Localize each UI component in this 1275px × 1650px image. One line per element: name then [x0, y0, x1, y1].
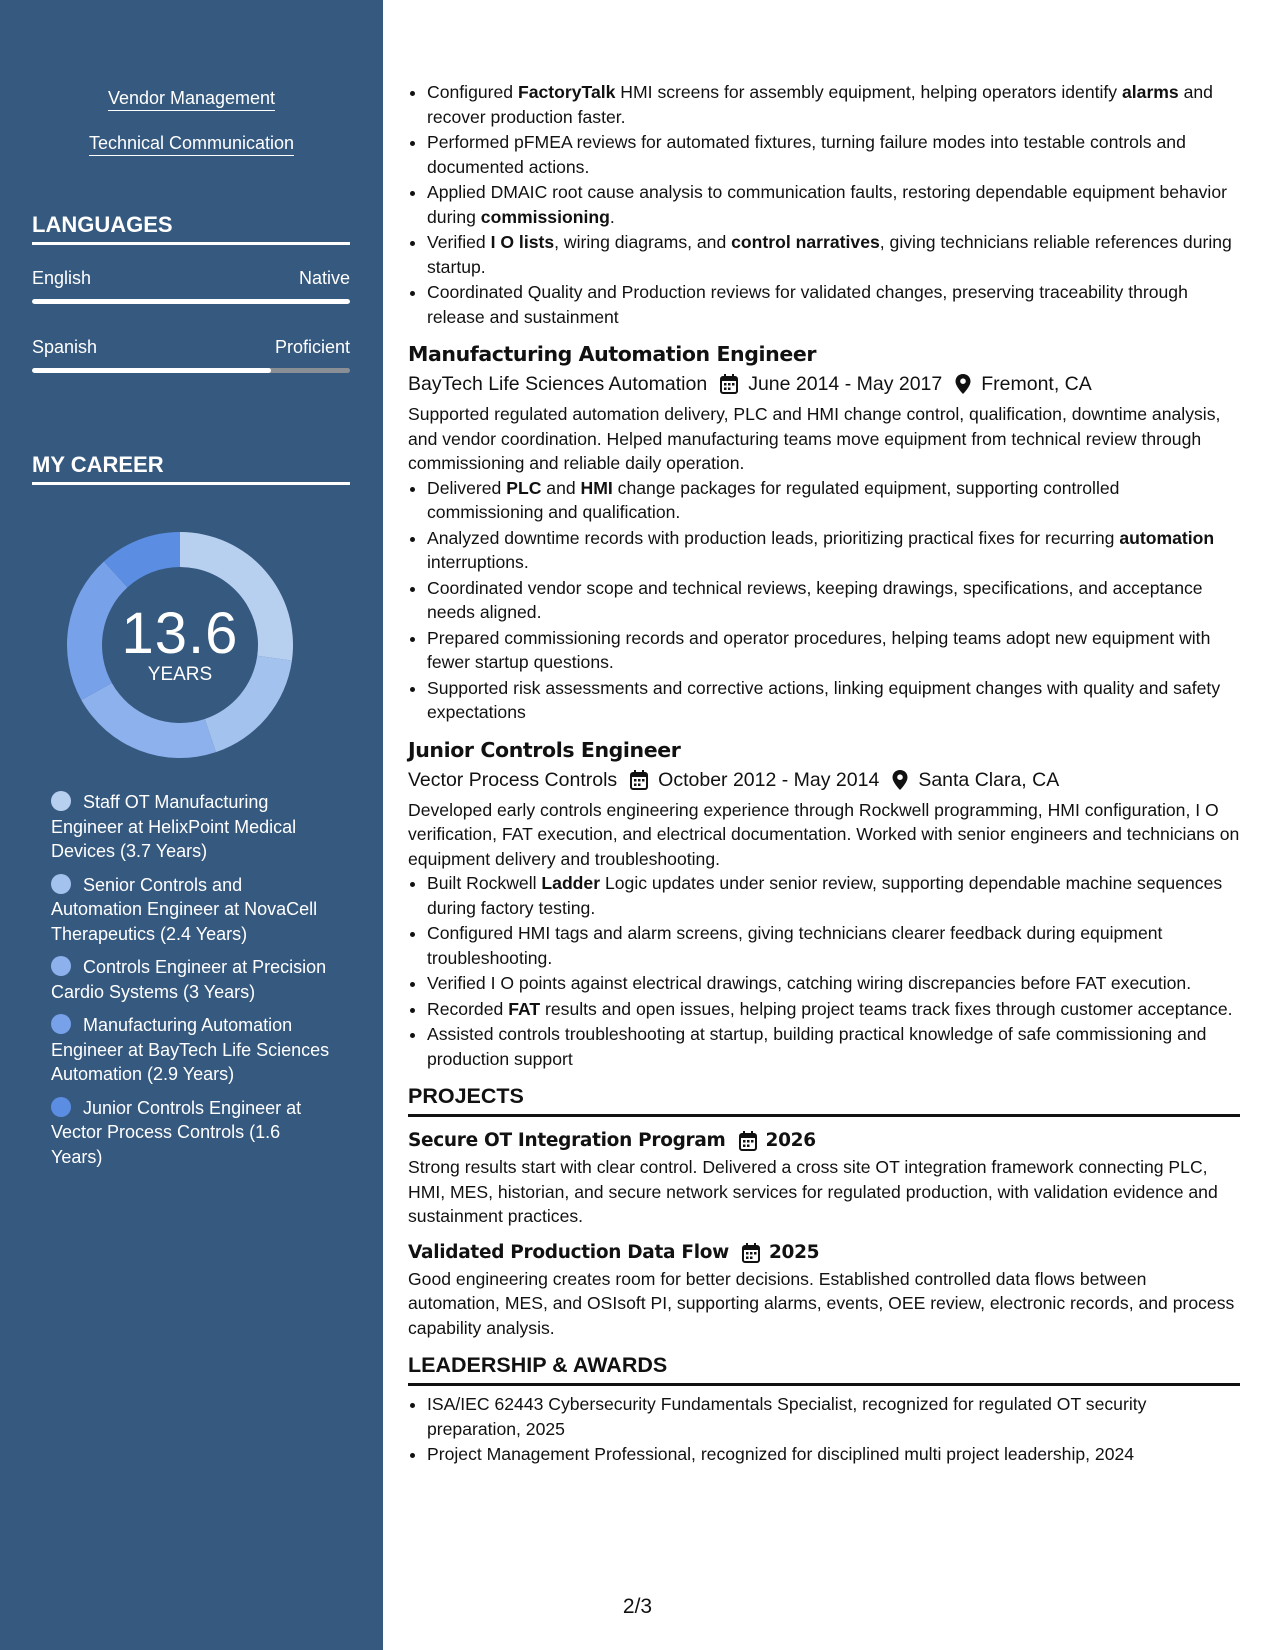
language-row — [32, 337, 350, 358]
career-text: Manufacturing Automation Engineer at BayTech Life Sciences Automation (2.9 Years) — [51, 1015, 330, 1084]
career-text: Controls Engineer at Precision Cardio Systems (3 Years) — [51, 957, 327, 1002]
calendar-icon — [738, 1130, 758, 1152]
career-item — [51, 955, 336, 1004]
language-row — [32, 268, 350, 289]
job-location: Fremont, CA — [981, 373, 1092, 395]
bullet-item: • Coordinated vendor scope and technical reviews, keeping drawings, specifications, and acceptance needs aligned. — [427, 576, 1240, 625]
bullet-item: • Configured HMI tags and alarm screens, giving technicians clearer feedback during equipment troubleshooting. — [427, 921, 1240, 970]
calendar-icon — [741, 1242, 761, 1264]
experience-list — [408, 339, 1240, 1071]
job-location: Santa Clara, CA — [918, 768, 1060, 791]
job-dates: June 2014 - May 2017 — [748, 373, 943, 395]
language-name: Spanish — [32, 337, 98, 357]
skill-item — [0, 133, 383, 154]
career-text: Senior Controls and Automation Engineer at NovaCell Therapeutics (2.4 Years) — [51, 874, 318, 944]
total-years-value: 13.6 — [121, 601, 239, 666]
career-dot — [51, 874, 71, 894]
language-bar-fill — [32, 368, 271, 373]
language-bar — [32, 299, 350, 304]
project-title — [408, 1127, 1240, 1155]
job-summary: Supported regulated automation delivery, PLC and HMI change control, qualification, downtime analysis, and vendor coordination. Helped manufacturing teams move equipment from technical review through commissioning and reliable daily operation. — [408, 404, 1221, 473]
project-title — [408, 1239, 1240, 1267]
project-year: 2025 — [768, 1241, 820, 1263]
career-dot — [51, 1014, 71, 1034]
bullet-item: • Applied DMAIC root cause analysis to communication faults, restoring dependable equipment behavior during commissioning. — [427, 180, 1240, 229]
awards-list — [408, 1392, 1240, 1467]
bullet-item: • Verified I O lists, wiring diagrams, and control narratives, giving technicians reliable references during startup. — [427, 230, 1240, 279]
sidebar — [0, 0, 383, 1650]
job-meta — [408, 765, 1240, 795]
career-legend — [51, 790, 336, 1178]
career-dot — [51, 956, 71, 976]
bullet-item: • Coordinated Quality and Production reviews for validated changes, preserving traceability through release and sustainment — [427, 280, 1240, 329]
job-dates: October 2012 - May 2014 — [658, 768, 880, 791]
career-item — [51, 790, 336, 864]
bullet-item: • Recorded FAT results and open issues, helping project teams track fixes through customer acceptance. — [427, 997, 1240, 1022]
project-year: 2026 — [765, 1130, 816, 1151]
calendar-icon — [629, 769, 649, 791]
bullet-item: • Analyzed downtime records with production leads, prioritizing practical fixes for recurring automation interruptions. — [427, 526, 1240, 575]
job-title: Manufacturing Automation Engineer — [408, 342, 817, 366]
career-text: Junior Controls Engineer at Vector Process Controls (1.6 Years) — [51, 1097, 302, 1167]
languages-heading: LANGUAGES — [32, 212, 350, 245]
awards-heading: LEADERSHIP & AWARDS — [408, 1350, 1240, 1386]
projects-heading: PROJECTS — [408, 1081, 1240, 1117]
language-level: Native — [298, 268, 350, 288]
career-dot — [51, 791, 71, 811]
donut-segment-3 — [81, 683, 216, 758]
skill-label: Technical Communication — [89, 133, 294, 156]
project-name: Secure OT Integration Program — [408, 1130, 726, 1151]
project-name: Validated Production Data Flow — [408, 1241, 729, 1263]
career-dot — [51, 1097, 71, 1117]
bullet-item: • Delivered PLC and HMI change packages for regulated equipment, supporting controlled commissioning and qualification. — [427, 476, 1240, 525]
company-name: BayTech Life Sciences Automation — [408, 373, 708, 395]
job-title: Junior Controls Engineer — [408, 737, 681, 762]
total-years-label: YEARS — [147, 664, 213, 685]
job-meta — [408, 369, 1240, 399]
skill-label: Vendor Management — [108, 88, 275, 111]
bullet-item: • Performed pFMEA reviews for automated fixtures, turning failure modes into testable controls and documented actions. — [427, 130, 1240, 179]
skill-item — [0, 88, 383, 109]
career-heading: MY CAREER — [32, 452, 350, 485]
career-text: Staff OT Manufacturing Engineer at HelixPoint Medical Devices (3.7 Years) — [51, 792, 297, 861]
award-item: • Project Management Professional, recognized for disciplined multi project leadership, 2024 — [427, 1442, 1240, 1467]
bullet-item: • Configured FactoryTalk HMI screens for assembly equipment, helping operators identify alarms and recover production faster. — [427, 80, 1240, 129]
main-content — [408, 80, 1240, 1468]
bullet-item: • Verified I O points against electrical drawings, catching wiring discrepancies before FAT execution. — [427, 971, 1240, 996]
job-summary: Developed early controls engineering experience through Rockwell programming, HMI configuration, I O verification, FAT execution, and electrical documentation. Worked with senior engineers and technicians on equipment delivery and troubleshooting. — [408, 799, 1240, 869]
language-bar-fill — [32, 299, 350, 304]
map-pin-icon — [954, 373, 972, 395]
bullet-item: • Supported risk assessments and corrective actions, linking equipment changes with quality and safety expectations — [427, 676, 1240, 725]
bullet-item: • Prepared commissioning records and operator procedures, helping teams adopt new equipment with fewer startup questions. — [427, 626, 1240, 675]
language-bar — [32, 368, 350, 373]
job-bullets — [408, 476, 1240, 725]
bullet-item: • Built Rockwell Ladder Logic updates under senior review, supporting dependable machine sequences during factory testing. — [427, 871, 1240, 920]
map-pin-icon — [891, 769, 909, 791]
career-item — [51, 1096, 336, 1170]
career-item — [51, 1013, 336, 1087]
language-level: Proficient — [274, 337, 350, 357]
calendar-icon — [719, 373, 739, 395]
language-name: English — [32, 268, 92, 288]
project-description: Strong results start with clear control. Delivered a cross site OT integration framework connecting PLC, HMI, MES, historian, and secure network services for regulated production, with validation evidence and sustainment practices. — [408, 1157, 1218, 1226]
prev-job-bullets — [408, 80, 1240, 329]
award-item: • ISA/IEC 62443 Cybersecurity Fundamentals Specialist, recognized for regulated OT security preparation, 2025 — [427, 1392, 1240, 1441]
company-name: Vector Process Controls — [408, 768, 618, 791]
page-number: 2/3 — [622, 1595, 653, 1618]
projects-list — [408, 1127, 1240, 1340]
career-item — [51, 873, 336, 947]
job-bullets — [408, 871, 1240, 1071]
project-description: Good engineering creates room for better decisions. Established controlled data flows between automation, MES, and OSIsoft PI, supporting alarms, events, OEE review, electronic records, and process capability analysis. — [408, 1268, 1235, 1338]
bullet-item: • Assisted controls troubleshooting at startup, building practical knowledge of safe commissioning and production support — [427, 1022, 1240, 1071]
